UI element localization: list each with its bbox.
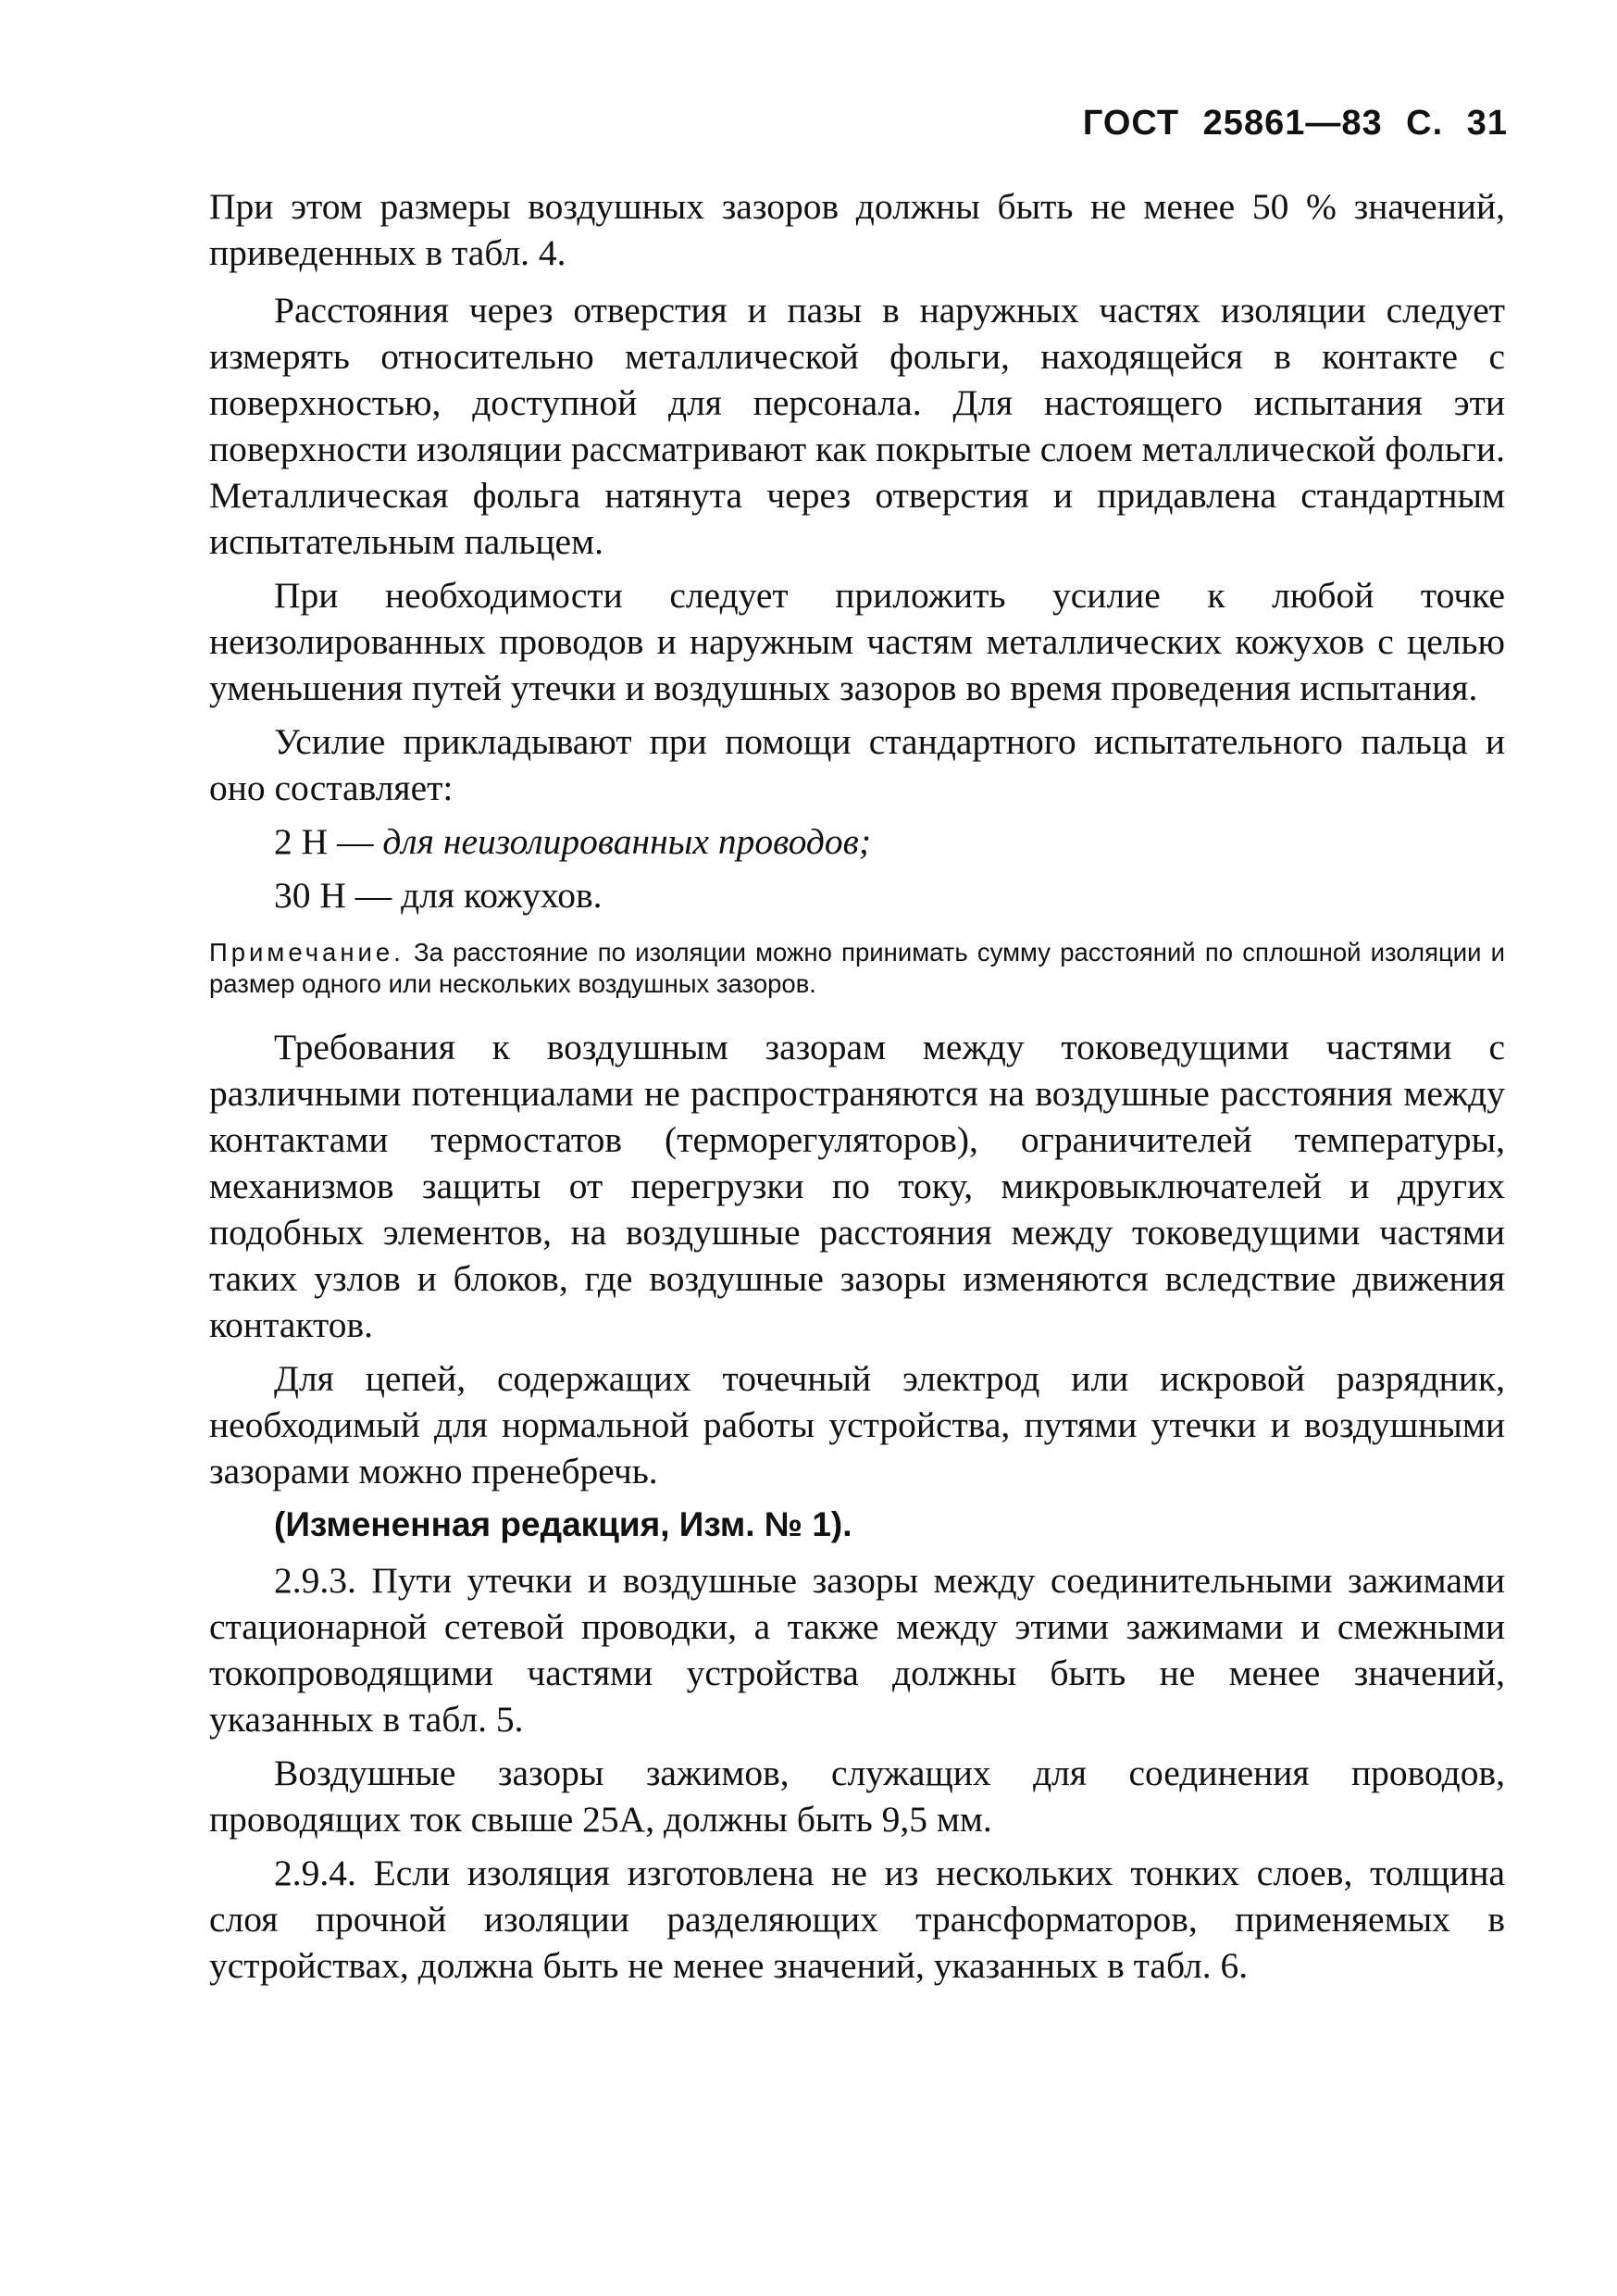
running-header: ГОСТ 25861—83 С. 31 bbox=[1082, 104, 1508, 143]
amendment-note: (Измененная редакция, Изм. № 1). bbox=[274, 1505, 852, 1543]
paragraph-spark-gap-exception: Для цепей, содержащих точечный электрод или искровой разрядник, необходимый для нормальной работы устройства, путями утечки и воздушными зазорами можно пренебречь. bbox=[209, 1358, 1505, 1491]
paragraph-metal-foil-measurement: Расстояния через отверстия и пазы в наружных частях изоляции следует измерять относительно металлической фольги, находящейся в контакте с поверхностью, доступной для персонала. Для настоящего испытания эти поверхности изоляции рассматривают как покрытые слоем металлической фольги. Металлическая фольга натянута через отверстия и придавлена стандартным испытательным пальцем. bbox=[209, 290, 1505, 562]
note bbox=[209, 937, 1505, 1000]
paragraph-air-gaps-50-percent: При этом размеры воздушных зазоров должны быть не менее 50 % значений, приведенных в табл. 4. bbox=[209, 186, 1505, 273]
paragraph-terminal-air-gaps: Воздушные зазоры зажимов, служащих для соединения проводов, проводящих ток свыше 25А, должны быть 9,5 мм. bbox=[209, 1753, 1505, 1840]
list-item-30n bbox=[209, 872, 1505, 918]
list-item-text: для кожухов. bbox=[401, 875, 603, 916]
paragraph-2-9-3: 2.9.3. Пути утечки и воздушные зазоры между соединительными зажимами стационарной сетевой проводки, а также между этими зажимами и смежными токопроводящими частями устройства должны быть не менее значений, указанных в табл. 5. bbox=[209, 1560, 1505, 1740]
list-item-value: 30 Н — bbox=[274, 875, 392, 916]
paragraph-air-gap-requirements: Требования к воздушным зазорам между токоведущими частями с различными потенциалами не распространяются на воздушные расстояния между контактами термостатов (терморегуляторов), ограничителей температуры, механизмов защиты от перегрузки по току, микровыключателей и других подобных элементов, на воздушные расстояния между токоведущими частями таких узлов и блоков, где воздушные зазоры изменяются вследствие движения контактов. bbox=[209, 1027, 1505, 1345]
paragraph-2-9-4: 2.9.4. Если изоляция изготовлена не из нескольких тонких слоев, толщина слоя прочной изоляции разделяющих трансформаторов, применяемых в устройствах, должна быть не менее значений, указанных в табл. 6. bbox=[209, 1853, 1505, 1986]
note-text: За расстояние по изоляции можно принимать сумму расстояний по сплошной изоляции и размер одного или нескольких воздушных зазоров. bbox=[209, 938, 1506, 998]
note-label: Примечание. bbox=[209, 938, 404, 967]
paragraph-force-value-intro: Усилие прикладывают при помощи стандартного испытательного пальца и оно составляет: bbox=[209, 721, 1505, 808]
list-item-text: для неизолированных проводов; bbox=[382, 821, 871, 862]
paragraph-apply-force: При необходимости следует приложить усилие к любой точке неизолированных проводов и наружным частям металлических кожухов с целью уменьшения путей утечки и воздушных зазоров во время проведения испытания. bbox=[209, 575, 1505, 708]
list-item-2n bbox=[209, 818, 1505, 865]
list-item-value: 2 Н — bbox=[274, 821, 374, 862]
body-text bbox=[209, 183, 1505, 1996]
